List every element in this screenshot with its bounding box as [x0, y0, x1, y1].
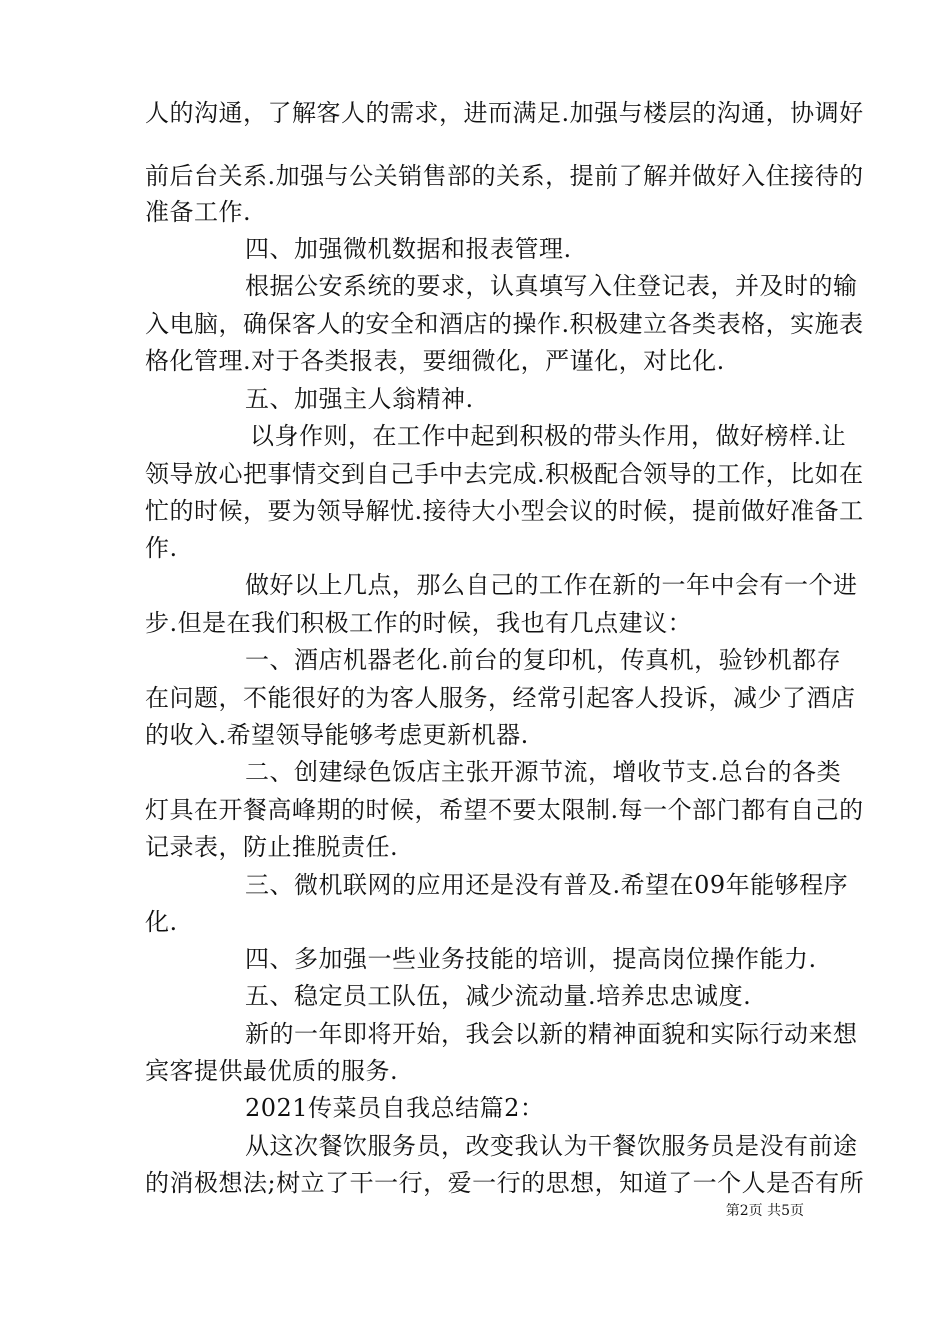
suggestion-item: 四、多加强一些业务技能的培训，提高岗位操作能力. — [245, 945, 817, 973]
text-line: 灯具在开餐高峰期的时候，希望不要太限制.每一个部门都有自己的 — [145, 796, 864, 824]
text-line: 宾客提供最优质的服务. — [145, 1057, 399, 1085]
text-line: 新的一年即将开始，我会以新的精神面貌和实际行动来想 — [245, 1020, 858, 1048]
text-line: 领导放心把事情交到自己手中去完成.积极配合领导的工作，比如在 — [145, 460, 864, 488]
text-line: 作. — [145, 534, 178, 562]
text-line: 的收入.希望领导能够考虑更新机器. — [145, 721, 529, 749]
page-number: 第2页 共5页 — [725, 1203, 804, 1219]
suggestion-item: 二、创建绿色饭店主张开源节流，增收节支.总台的各类 — [245, 758, 842, 786]
text-line: 在问题，不能很好的为客人服务，经常引起客人投诉，减少了酒店 — [145, 684, 856, 712]
text-line: 以身作则，在工作中起到积极的带头作用，做好榜样.让 — [250, 422, 847, 450]
text-line: 前后台关系.加强与公关销售部的关系，提前了解并做好入住接待的 — [145, 162, 864, 190]
suggestion-item: 五、稳定员工队伍，减少流动量.培养忠忠诚度. — [245, 982, 752, 1010]
text-line: 从这次餐饮服务员，改变我认为干餐饮服务员是没有前途 — [245, 1132, 858, 1160]
section-heading: 五、加强主人翁精神. — [245, 385, 474, 413]
suggestion-item: 三、微机联网的应用还是没有普及.希望在09年能够程序 — [245, 871, 849, 899]
section-heading: 四、加强微机数据和报表管理. — [245, 235, 572, 263]
text-line: 记录表，防止推脱责任. — [145, 833, 399, 861]
suggestion-item: 一、酒店机器老化.前台的复印机，传真机，验钞机都存 — [245, 646, 842, 674]
section-title: 2021传菜员自我总结篇2： — [245, 1094, 545, 1122]
text-line: 人的沟通，了解客人的需求，进而满足.加强与楼层的沟通，协调好 — [145, 99, 864, 127]
text-line: 入电脑，确保客人的安全和酒店的操作.积极建立各类表格，实施表 — [145, 310, 864, 338]
text-line: 的消极想法;树立了干一行，爱一行的思想，知道了一个人是否有所 — [145, 1169, 865, 1197]
text-line: 化. — [145, 908, 178, 936]
text-line: 做好以上几点，那么自己的工作在新的一年中会有一个进 — [245, 571, 858, 599]
text-line: 准备工作. — [145, 198, 252, 226]
text-line: 根据公安系统的要求，认真填写入住登记表，并及时的输 — [245, 272, 858, 300]
text-line: 格化管理.对于各类报表，要细微化，严谨化，对比化. — [145, 347, 725, 375]
text-line: 忙的时候，要为领导解忧.接待大小型会议的时候，提前做好准备工 — [145, 497, 864, 525]
text-line: 步.但是在我们积极工作的时候，我也有几点建议： — [145, 609, 693, 637]
